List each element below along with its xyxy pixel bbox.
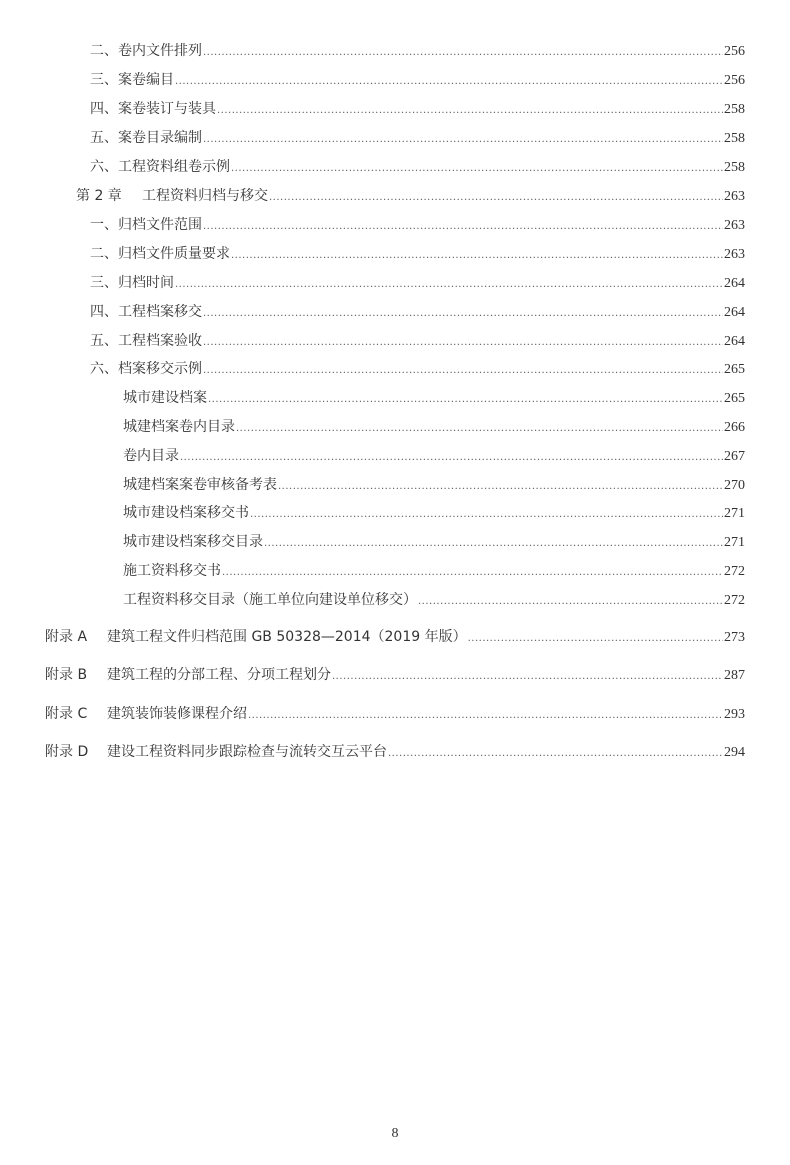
appendix-letter: 附录 A xyxy=(45,629,88,645)
toc-entry[interactable] xyxy=(90,216,745,236)
toc-leader-dots xyxy=(248,707,723,725)
toc-entry-title: 二、卷内文件排列 xyxy=(90,43,202,59)
toc-entry[interactable] xyxy=(90,274,745,294)
toc-entry[interactable] xyxy=(90,129,745,149)
toc-leader-dots xyxy=(264,535,723,553)
toc-entry-title xyxy=(45,705,247,723)
toc-entry-page: 267 xyxy=(724,449,745,464)
toc-entry-page: 287 xyxy=(724,668,745,683)
toc-entry-page: 266 xyxy=(724,420,745,435)
toc-leader-dots xyxy=(203,334,723,352)
toc-leader-dots xyxy=(203,44,723,62)
appendix-letter: 附录 D xyxy=(45,744,89,760)
toc-entry-page: 272 xyxy=(724,564,745,579)
toc-entry-page: 263 xyxy=(724,218,745,233)
toc-leader-dots xyxy=(203,305,723,323)
toc-leader-dots xyxy=(217,102,723,120)
toc-leader-dots xyxy=(175,276,723,294)
toc-entry-page: 264 xyxy=(724,276,745,291)
toc-entry-page: 271 xyxy=(724,506,745,521)
toc-entry-title: 三、案卷编目 xyxy=(90,72,174,88)
toc-appendix-entry[interactable] xyxy=(45,628,745,648)
toc-leader-dots xyxy=(175,73,723,91)
toc-leader-dots xyxy=(231,160,723,178)
toc-entry-title: 城市建设档案 xyxy=(123,390,207,406)
toc-entry-page: 256 xyxy=(724,44,745,59)
toc-leader-dots xyxy=(269,189,723,207)
toc-entry-title: 工程资料移交目录（施工单位向建设单位移交） xyxy=(123,592,417,608)
toc-subentry[interactable] xyxy=(123,418,745,438)
toc-entry-page: 256 xyxy=(724,73,745,88)
toc-subentry[interactable] xyxy=(123,447,745,467)
toc-entry-page: 258 xyxy=(724,160,745,175)
toc-entry[interactable] xyxy=(90,100,745,120)
appendix-letter: 附录 B xyxy=(45,667,88,683)
toc-entry[interactable] xyxy=(90,42,745,62)
toc-leader-dots xyxy=(332,668,723,686)
toc-chapter-entry[interactable] xyxy=(76,187,745,207)
toc-entry-page: 273 xyxy=(724,630,745,645)
toc-leader-dots xyxy=(250,506,723,524)
toc-entry-page: 294 xyxy=(724,745,745,760)
toc-entry-title: 四、工程档案移交 xyxy=(90,304,202,320)
toc-entry-page: 263 xyxy=(724,247,745,262)
toc-entry[interactable] xyxy=(90,332,745,352)
toc-leader-dots xyxy=(222,564,723,582)
toc-entry-title: 五、案卷目录编制 xyxy=(90,130,202,146)
toc-appendix-entry[interactable] xyxy=(45,666,745,686)
toc-entry-title xyxy=(45,628,467,646)
toc-leader-dots xyxy=(203,131,723,149)
toc-subentry[interactable] xyxy=(123,533,745,553)
chapter-title: 工程资料归档与移交 xyxy=(142,188,268,204)
toc-entry-title: 施工资料移交书 xyxy=(123,563,221,579)
toc-leader-dots xyxy=(278,478,723,496)
toc-entry-title: 三、归档时间 xyxy=(90,275,174,291)
toc-subentry[interactable] xyxy=(123,476,745,496)
appendix-title: 建筑工程的分部工程、分项工程划分 xyxy=(107,667,331,683)
chapter-number: 第 2 章 xyxy=(76,188,122,204)
toc-entry-title: 城建档案案卷审核备考表 xyxy=(123,477,277,493)
toc-entry-page: 263 xyxy=(724,189,745,204)
toc-entry-title xyxy=(45,666,331,684)
toc-entry-page: 270 xyxy=(724,478,745,493)
appendix-title: 建筑装饰装修课程介绍 xyxy=(107,706,247,722)
toc-entry-page: 264 xyxy=(724,305,745,320)
toc-leader-dots xyxy=(236,420,723,438)
toc-leader-dots xyxy=(203,362,723,380)
toc-subentry[interactable] xyxy=(123,591,745,611)
toc-leader-dots xyxy=(468,630,723,648)
toc-entry-title: 卷内目录 xyxy=(123,448,179,464)
toc-entry[interactable] xyxy=(90,303,745,323)
toc-entry-title: 六、工程资料组卷示例 xyxy=(90,159,230,175)
toc-leader-dots xyxy=(231,247,723,265)
toc-subentry[interactable] xyxy=(123,562,745,582)
appendix-title: 建筑工程文件归档范围 GB 50328—2014（2019 年版） xyxy=(107,629,467,645)
toc-entry[interactable] xyxy=(90,360,745,380)
toc-subentry[interactable] xyxy=(123,504,745,524)
toc-entry-title: 城市建设档案移交书 xyxy=(123,505,249,521)
toc-entry-page: 272 xyxy=(724,593,745,608)
toc-entry-title: 二、归档文件质量要求 xyxy=(90,246,230,262)
toc-entry-title xyxy=(76,187,268,205)
toc-entry-page: 265 xyxy=(724,362,745,377)
toc-entry-title: 六、档案移交示例 xyxy=(90,361,202,377)
toc-leader-dots xyxy=(208,391,723,409)
toc-entry[interactable] xyxy=(90,245,745,265)
toc-leader-dots xyxy=(180,449,723,467)
toc-entry-title xyxy=(45,743,387,761)
toc-entry-title: 五、工程档案验收 xyxy=(90,333,202,349)
page-number: 8 xyxy=(391,1126,399,1141)
toc-entry[interactable] xyxy=(90,71,745,91)
toc-entry-title: 城市建设档案移交目录 xyxy=(123,534,263,550)
toc-entry-page: 265 xyxy=(724,391,745,406)
toc-entry-title: 四、案卷装订与装具 xyxy=(90,101,216,117)
toc-entry-title: 一、归档文件范围 xyxy=(90,217,202,233)
toc-entry[interactable] xyxy=(90,158,745,178)
toc-entry-page: 258 xyxy=(724,131,745,146)
toc-entry-page: 258 xyxy=(724,102,745,117)
toc-leader-dots xyxy=(418,593,723,611)
toc-appendix-entry[interactable] xyxy=(45,743,745,763)
appendix-letter: 附录 C xyxy=(45,706,88,722)
toc-leader-dots xyxy=(203,218,723,236)
toc-appendix-entry[interactable] xyxy=(45,705,745,725)
toc-subentry[interactable] xyxy=(123,389,745,409)
toc-entry-page: 271 xyxy=(724,535,745,550)
appendix-title: 建设工程资料同步跟踪检查与流转交互云平台 xyxy=(107,744,387,760)
toc-entry-page: 293 xyxy=(724,707,745,722)
toc-entry-title: 城建档案卷内目录 xyxy=(123,419,235,435)
toc-entry-page: 264 xyxy=(724,334,745,349)
toc-leader-dots xyxy=(388,745,723,763)
